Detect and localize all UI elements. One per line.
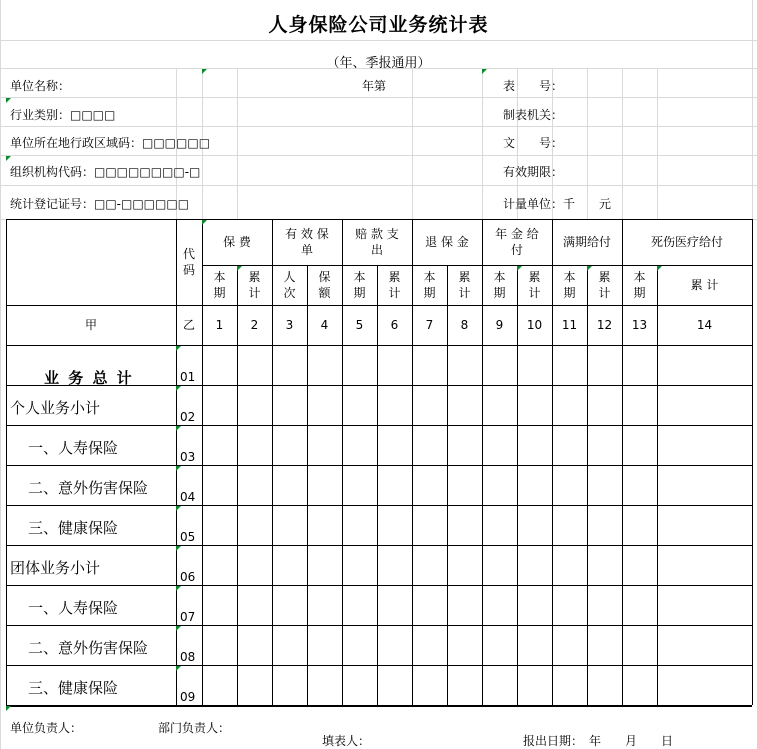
year-label: 年第 — [362, 79, 387, 93]
table-border — [6, 505, 752, 506]
sub-header: 保额 — [318, 270, 331, 300]
gridline-v — [237, 68, 238, 219]
row-label: 二、意外伤害保险 — [28, 639, 149, 657]
table-no-label: 表 号： — [503, 79, 564, 93]
column-number: 7 — [425, 318, 434, 332]
group-header: 满期给付 — [562, 235, 611, 249]
col-a-header: 甲 — [84, 318, 97, 332]
column-number: 1 — [215, 318, 224, 332]
comment-marker — [176, 626, 181, 631]
row-code: 02 — [180, 410, 196, 424]
column-number: 3 — [285, 318, 294, 332]
sub-header: 累 计 — [690, 278, 719, 292]
unit-name-label: 单位名称： — [10, 79, 71, 93]
comment-marker — [176, 586, 181, 591]
comment-marker — [176, 466, 181, 471]
sub-header: 人次 — [283, 270, 296, 300]
row-label: 二、意外伤害保险 — [28, 479, 149, 497]
column-number: 10 — [526, 318, 543, 332]
sub-header: 本期 — [493, 270, 506, 300]
sub-header: 本期 — [213, 270, 226, 300]
comment-marker — [176, 506, 181, 511]
unit-head-label: 单位负责人： — [10, 721, 83, 735]
sub-header: 累计 — [388, 270, 401, 300]
sub-header: 累计 — [248, 270, 261, 300]
dept-head-label: 部门负责人： — [158, 721, 231, 735]
gridline-v — [622, 68, 623, 219]
gridline-h — [0, 97, 757, 98]
doc-no-label: 文 号： — [503, 136, 564, 150]
gridline-h — [0, 40, 757, 41]
group-header: 赔 款 支 出 — [355, 227, 399, 257]
row-label: 三、健康保险 — [28, 679, 119, 697]
valid-period-label: 有效期限： — [503, 165, 564, 179]
group-header: 有 效 保 单 — [285, 227, 329, 257]
row-code: 09 — [180, 690, 196, 704]
filler-label: 填表人： — [322, 734, 371, 748]
table-border — [6, 219, 7, 705]
comment-marker — [6, 706, 11, 711]
row-label: 一、人寿保险 — [28, 599, 119, 617]
column-number: 14 — [696, 318, 713, 332]
row-code: 03 — [180, 450, 196, 464]
table-border — [6, 625, 752, 626]
table-border — [752, 219, 753, 705]
column-number: 12 — [596, 318, 613, 332]
row-code: 04 — [180, 490, 196, 504]
column-number: 2 — [250, 318, 259, 332]
row-code: 05 — [180, 530, 196, 544]
table-border — [6, 665, 752, 666]
issuer-label: 制表机关： — [503, 108, 564, 122]
sub-header: 累计 — [598, 270, 611, 300]
group-header: 保 费 — [223, 235, 251, 249]
table-border — [6, 465, 752, 466]
row-code: 07 — [180, 610, 196, 624]
industry-label: 行业类别：□□□□ — [10, 108, 116, 122]
sub-header: 本期 — [563, 270, 576, 300]
sub-header: 累计 — [528, 270, 541, 300]
row-code: 01 — [180, 370, 196, 384]
code-column-header: 代码 — [182, 247, 195, 277]
comment-marker — [176, 386, 181, 391]
table-border — [6, 585, 752, 586]
group-header: 死伤医疗给付 — [650, 235, 723, 249]
row-code: 08 — [180, 650, 196, 664]
column-number: 13 — [631, 318, 648, 332]
comment-marker — [176, 426, 181, 431]
row-label: 三、健康保险 — [28, 519, 119, 537]
group-header: 年 金 给 付 — [495, 227, 539, 257]
column-number: 8 — [460, 318, 469, 332]
column-number: 11 — [561, 318, 578, 332]
comment-marker — [176, 546, 181, 551]
page-title: 人身保险公司业务统计表 — [268, 14, 489, 36]
table-border — [6, 425, 752, 426]
gridline-v — [0, 0, 1, 749]
row-label: 业 务 总 计 — [44, 369, 134, 387]
sub-header: 本期 — [633, 270, 646, 300]
region-code-label: 单位所在地行政区域码：□□□□□□ — [10, 136, 211, 150]
row-label: 一、人寿保险 — [28, 439, 119, 457]
org-code-label: 组织机构代码：□□□□□□□□-□ — [10, 165, 201, 179]
table-border — [6, 705, 752, 707]
comment-marker — [6, 98, 11, 103]
gridline-v — [412, 68, 413, 219]
comment-marker — [6, 156, 11, 161]
row-code: 06 — [180, 570, 196, 584]
gridline-h — [0, 185, 757, 186]
gridline-v — [657, 68, 658, 219]
column-number: 9 — [495, 318, 504, 332]
gridline-v — [482, 68, 483, 219]
comment-marker — [176, 346, 181, 351]
table-border — [6, 345, 752, 346]
group-header: 退 保 金 — [425, 235, 469, 249]
unit-of-measure-label: 计量单位：千 元 — [503, 197, 612, 211]
report-date-label: 报出日期： 年 月 日 — [523, 734, 674, 748]
gridline-h — [0, 155, 757, 156]
page-subtitle: （年、季报通用） — [326, 56, 431, 71]
row-label: 团体业务小计 — [10, 559, 101, 577]
sub-header: 本期 — [353, 270, 366, 300]
gridline-h — [0, 126, 757, 127]
table-border — [6, 545, 752, 546]
col-b-header: 乙 — [182, 318, 195, 332]
sub-header: 本期 — [423, 270, 436, 300]
column-number: 6 — [390, 318, 399, 332]
column-number: 4 — [320, 318, 329, 332]
row-label: 个人业务小计 — [10, 399, 101, 417]
column-number: 5 — [355, 318, 364, 332]
comment-marker — [176, 666, 181, 671]
reg-no-label: 统计登记证号：□□-□□□□□□ — [10, 197, 190, 211]
sub-header: 累计 — [458, 270, 471, 300]
